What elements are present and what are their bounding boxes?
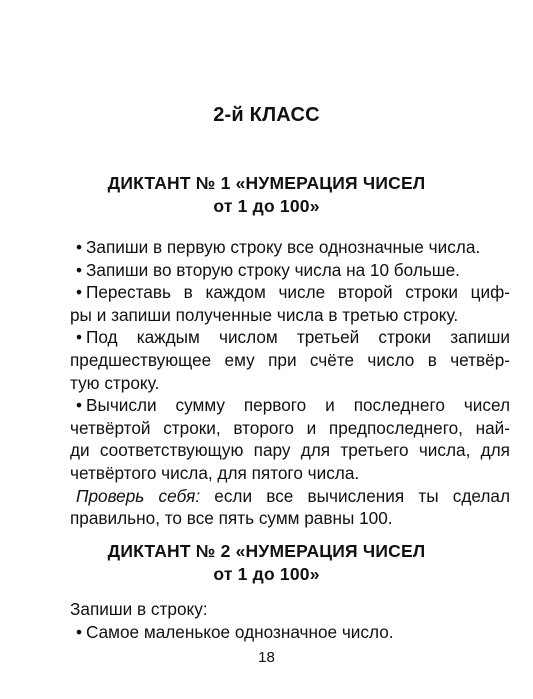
dictation-1-item-1	[70, 236, 510, 259]
check-yourself-line-1	[70, 485, 510, 508]
dictation-1-item-3	[70, 281, 510, 304]
dictation-1-item-5	[70, 394, 510, 417]
dictation-1-item-5-line-2: четвёртой строки, второго и предпоследнего, най-	[70, 417, 510, 438]
dictation-1-body	[70, 236, 510, 530]
dictation-1-item-3-line-2: ры и запиши полученные числа в третью строку.	[70, 304, 459, 325]
dictation-2-title-line-2: от 1 до 100»	[213, 564, 320, 584]
dictation-2-title-line-1: ДИКТАНТ № 2 «НУМЕРАЦИЯ ЧИСЕЛ	[107, 541, 426, 561]
dictation-1-item-4-line-1: Под каждым числом третьей строки запиши	[86, 327, 510, 348]
bullet-icon: •	[76, 237, 83, 257]
bullet-icon: •	[76, 259, 83, 280]
dictation-1-item-4-line-3: тую строку.	[70, 372, 160, 393]
dictation-1-item-3-line-1: Переставь в каждом числе второй строки циф-	[86, 282, 510, 303]
dictation-2-intro: Запиши в строку:	[70, 599, 208, 619]
dictation-1-item-1-line-1: Запиши в первую строку все однозначные числа.	[86, 237, 481, 257]
grade-heading: 2-й КЛАСС	[213, 104, 320, 126]
dictation-1-title-line-1: ДИКТАНТ № 1 «НУМЕРАЦИЯ ЧИСЕЛ	[107, 173, 426, 193]
dictation-1-title	[0, 172, 533, 218]
bullet-icon: •	[76, 621, 83, 642]
dictation-1-item-2	[70, 259, 510, 282]
dictation-1-item-4-line-2: предшествующее ему при счёте число в четвёр-	[70, 349, 510, 370]
check-yourself-label: Проверь себя:	[76, 485, 201, 506]
dictation-2-body	[70, 598, 510, 643]
bullet-icon: •	[76, 395, 83, 416]
dictation-2-title	[0, 540, 533, 586]
dictation-1-item-5-line-3: ди соответствующую пару для третьего числа, для	[70, 440, 510, 461]
dictation-1-item-5-line-4: четвёртого числа, для пятого числа.	[70, 462, 360, 483]
dictation-2-item-1-line-1: Самое маленькое однозначное число.	[86, 621, 394, 642]
page-number: 18	[258, 649, 275, 666]
dictation-1-item-5-line-1: Вычисли сумму первого и последнего чисел	[86, 395, 510, 416]
bullet-icon: •	[76, 282, 83, 303]
check-yourself-line-2: правильно, то все пять сумм равны 100.	[70, 508, 393, 529]
dictation-2-item-1	[70, 621, 510, 644]
check-yourself-text-1: если все вычисления ты сделал	[214, 485, 510, 506]
dictation-1-item-2-line-1: Запиши во вторую строку числа на 10 больше.	[86, 259, 460, 280]
dictation-1-title-line-2: от 1 до 100»	[213, 196, 320, 216]
bullet-icon: •	[76, 327, 83, 348]
dictation-1-item-4	[70, 326, 510, 349]
